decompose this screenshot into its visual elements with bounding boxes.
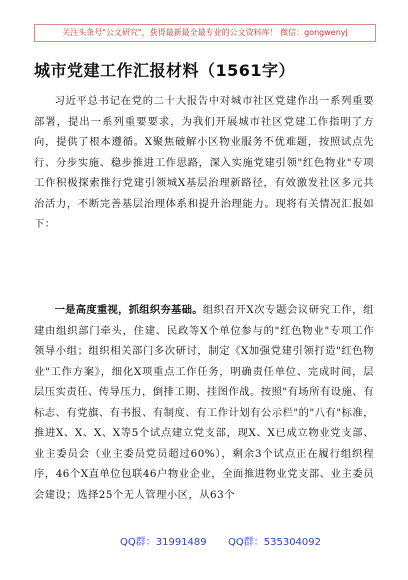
section-body: 组织召开X次专题会议研究工作，组建由组织部门牵头，住建、民政等X个单位参与的"红色物业"专项工作领导小组；组织相关部门多次研讨，制定《X加强党建引领打造"红色物业"工作方案》，细化X项重点工作任务，明确责任单位、完成时间，层层压实责任、传导压力，倒排工期、挂图作战。按照"有场所有设施、有标志、有党旗、有书报、有制度、有工作计划有公示栏"的"八有"标准，推进X、X、X、X等5个试点建立党支部，现X、X已成立物业党支部、业主委员会（业主委员党员超过60%），剩余3个试点正在履行组织程序，46个X直单位包联46户物业企业，全面推进物业党支部、业主委员会建设；选择25个无人管理小区，从63个 (34, 304, 374, 501)
qq-group-1: QQ群：31991489 (120, 537, 207, 548)
paragraph-intro: 习近平总书记在党的二十大报告中对城市社区党建作出一系列重要部署，提出一系列重要要求，为我们开展城市社区党建工作指明了方向，提供了根本遵循。X聚焦破解小区物业服务不优难题，按照试点先行、分步实施、稳步推进工作思路，深入实施党建引领"红色物业"专项工作积极探索推行党建引领城X基层治理新路径，有效激发社区多元共治活力，不断完善基层治理体系和提升治理能力。现将有关情况汇报如下： (34, 95, 374, 230)
section-heading: 一是高度重视，抓组织夯基础。 (54, 304, 203, 316)
paragraph-section-1 (34, 300, 374, 505)
document-title: 城市党建工作汇报材料（1561字） (34, 61, 296, 80)
header-banner: 关注头条号"公文研究"，获得最新最全最专业的公文资料库！ 微信：gongwenyj (34, 24, 376, 42)
qq-group-2: QQ群：535304092 (228, 537, 322, 548)
footer-contacts (0, 534, 408, 552)
